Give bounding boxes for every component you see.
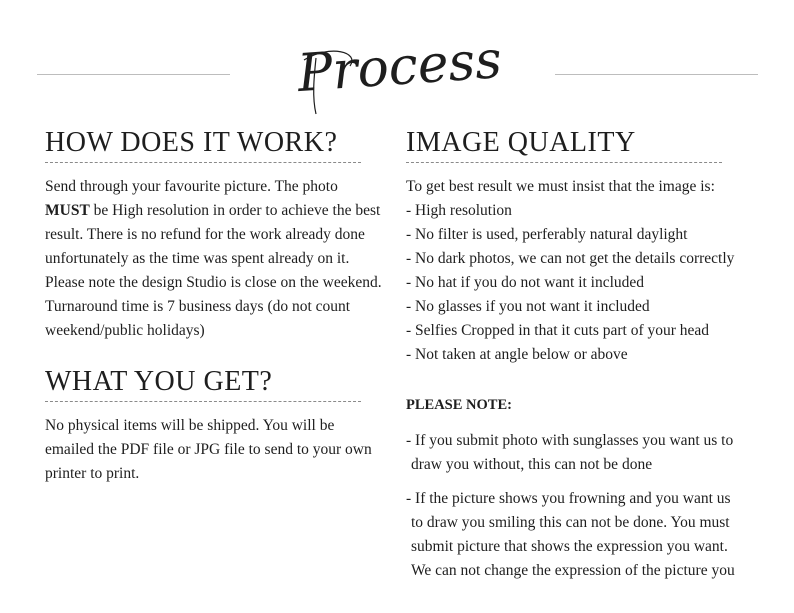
list-item: - High resolution <box>406 202 512 219</box>
note-line: submit picture that shows the expression you want. <box>411 538 728 555</box>
please-note-heading: PLEASE NOTE: <box>406 397 512 413</box>
process-title-text: Process <box>295 29 504 105</box>
must-emphasis: MUST <box>45 202 90 219</box>
list-item: - No dark photos, we can not get the details correctly <box>406 250 735 267</box>
note-expression <box>406 487 786 583</box>
header-rule-left <box>37 74 230 75</box>
process-script-title <box>290 22 510 117</box>
note-line: - If you submit photo with sunglasses you want us to <box>406 432 734 449</box>
list-item: - Not taken at angle below or above <box>406 346 628 363</box>
how-does-it-work-heading: HOW DOES IT WORK? <box>45 126 361 163</box>
how-text-part2: be High resolution in order to achieve the best result. There is no refund for the work already done unfortunately as the time was spent already on it. Please note the design Studio is close on the weekend. Turnaround time is 7 business days (do not count weekend/public holidays) <box>45 202 382 339</box>
left-column <box>45 126 385 486</box>
list-item: - No hat if you do not want it included <box>406 274 645 291</box>
header-rule-right <box>555 74 758 75</box>
note-line: We can not change the expression of the picture you <box>411 562 735 579</box>
image-quality-list <box>406 199 786 367</box>
how-text-part1: Send through your favourite picture. The photo <box>45 178 338 195</box>
right-column <box>406 126 786 583</box>
list-item: - No filter is used, perferably natural daylight <box>406 226 688 243</box>
list-item: - No glasses if you not want it included <box>406 298 650 315</box>
what-you-get-text: No physical items will be shipped. You will be emailed the PDF file or JPG file to send to your own printer to print. <box>45 417 372 482</box>
list-item: - Selfies Cropped in that it cuts part of your head <box>406 322 710 339</box>
note-sunglasses <box>406 429 786 477</box>
note-line: draw you without, this can not be done <box>411 456 653 473</box>
note-line: - If the picture shows you frowning and you want us <box>406 490 731 507</box>
image-quality-heading: IMAGE QUALITY <box>406 126 722 163</box>
note-line: to draw you smiling this can not be done. You must <box>411 514 730 531</box>
how-does-it-work-text <box>45 175 385 343</box>
image-quality-intro: To get best result we must insist that the image is: <box>406 178 715 195</box>
what-you-get-heading: WHAT YOU GET? <box>45 365 361 402</box>
